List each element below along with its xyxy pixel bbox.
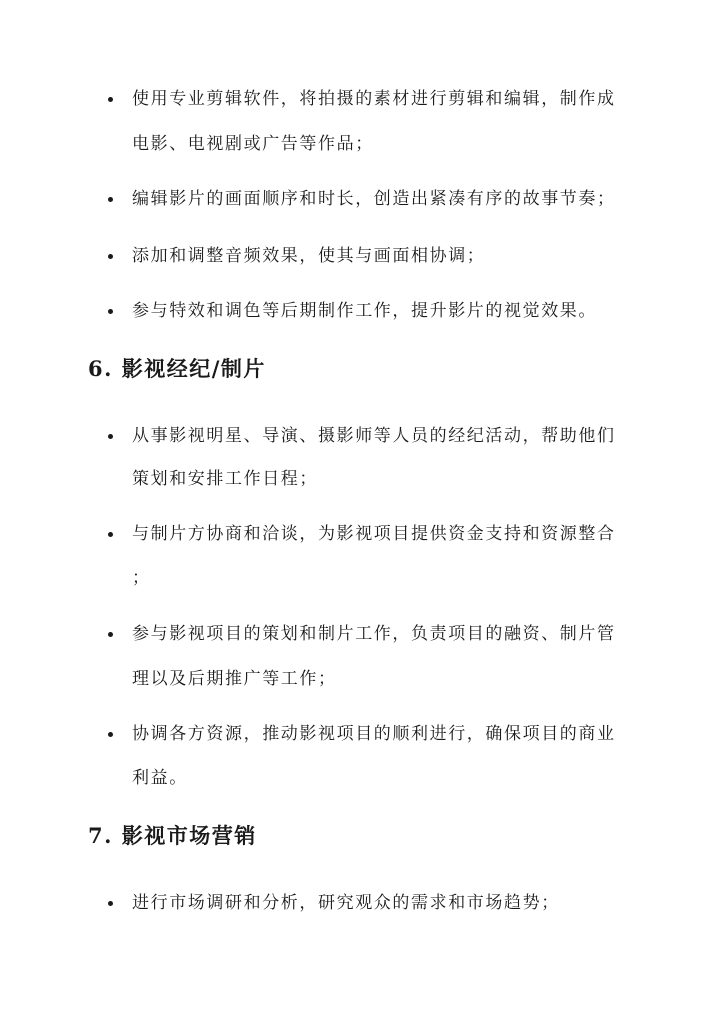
list-item-text: 协调各方资源，推动影视项目的顺利进行，确保项目的商业 <box>132 724 616 744</box>
bullet-icon <box>108 254 113 259</box>
bullet-icon <box>108 532 113 537</box>
section-heading-marketing: 7. 影视市场营销 <box>88 823 257 848</box>
list-item-text: 编辑影片的画面顺序和时长，创造出紧凑有序的故事节奏； <box>132 189 616 209</box>
bullet-icon <box>108 732 113 737</box>
list-item-text: 与制片方协商和洽谈，为影视项目提供资金支持和资源整合 <box>132 524 616 544</box>
list-item-text: 利益。 <box>132 768 188 788</box>
bullet-icon <box>108 434 113 439</box>
list-item-text: 使用专业剪辑软件，将拍摄的素材进行剪辑和编辑，制作成 <box>132 89 616 109</box>
list-item-text: 参与影视项目的策划和制片工作，负责项目的融资、制片管 <box>132 624 616 644</box>
list-item-text: ； <box>132 568 151 588</box>
list-item-text: 参与特效和调色等后期制作工作，提升影片的视觉效果。 <box>132 301 597 321</box>
bullet-icon <box>108 309 113 314</box>
bullet-icon <box>108 97 113 102</box>
list-item-text: 策划和安排工作日程； <box>132 469 318 489</box>
list-item-text: 添加和调整音频效果，使其与画面相协调； <box>132 246 486 266</box>
list-item-text: 从事影视明星、导演、摄影师等人员的经纪活动，帮助他们 <box>132 426 616 446</box>
list-item-text: 理以及后期推广等工作； <box>132 669 337 689</box>
bullet-icon <box>108 197 113 202</box>
bullet-icon <box>108 901 113 906</box>
bullet-icon <box>108 632 113 637</box>
list-item-text: 电影、电视剧或广告等作品； <box>132 134 374 154</box>
section-heading-agent: 6. 影视经纪/制片 <box>88 356 266 381</box>
list-item-text: 进行市场调研和分析，研究观众的需求和市场趋势； <box>132 893 560 913</box>
